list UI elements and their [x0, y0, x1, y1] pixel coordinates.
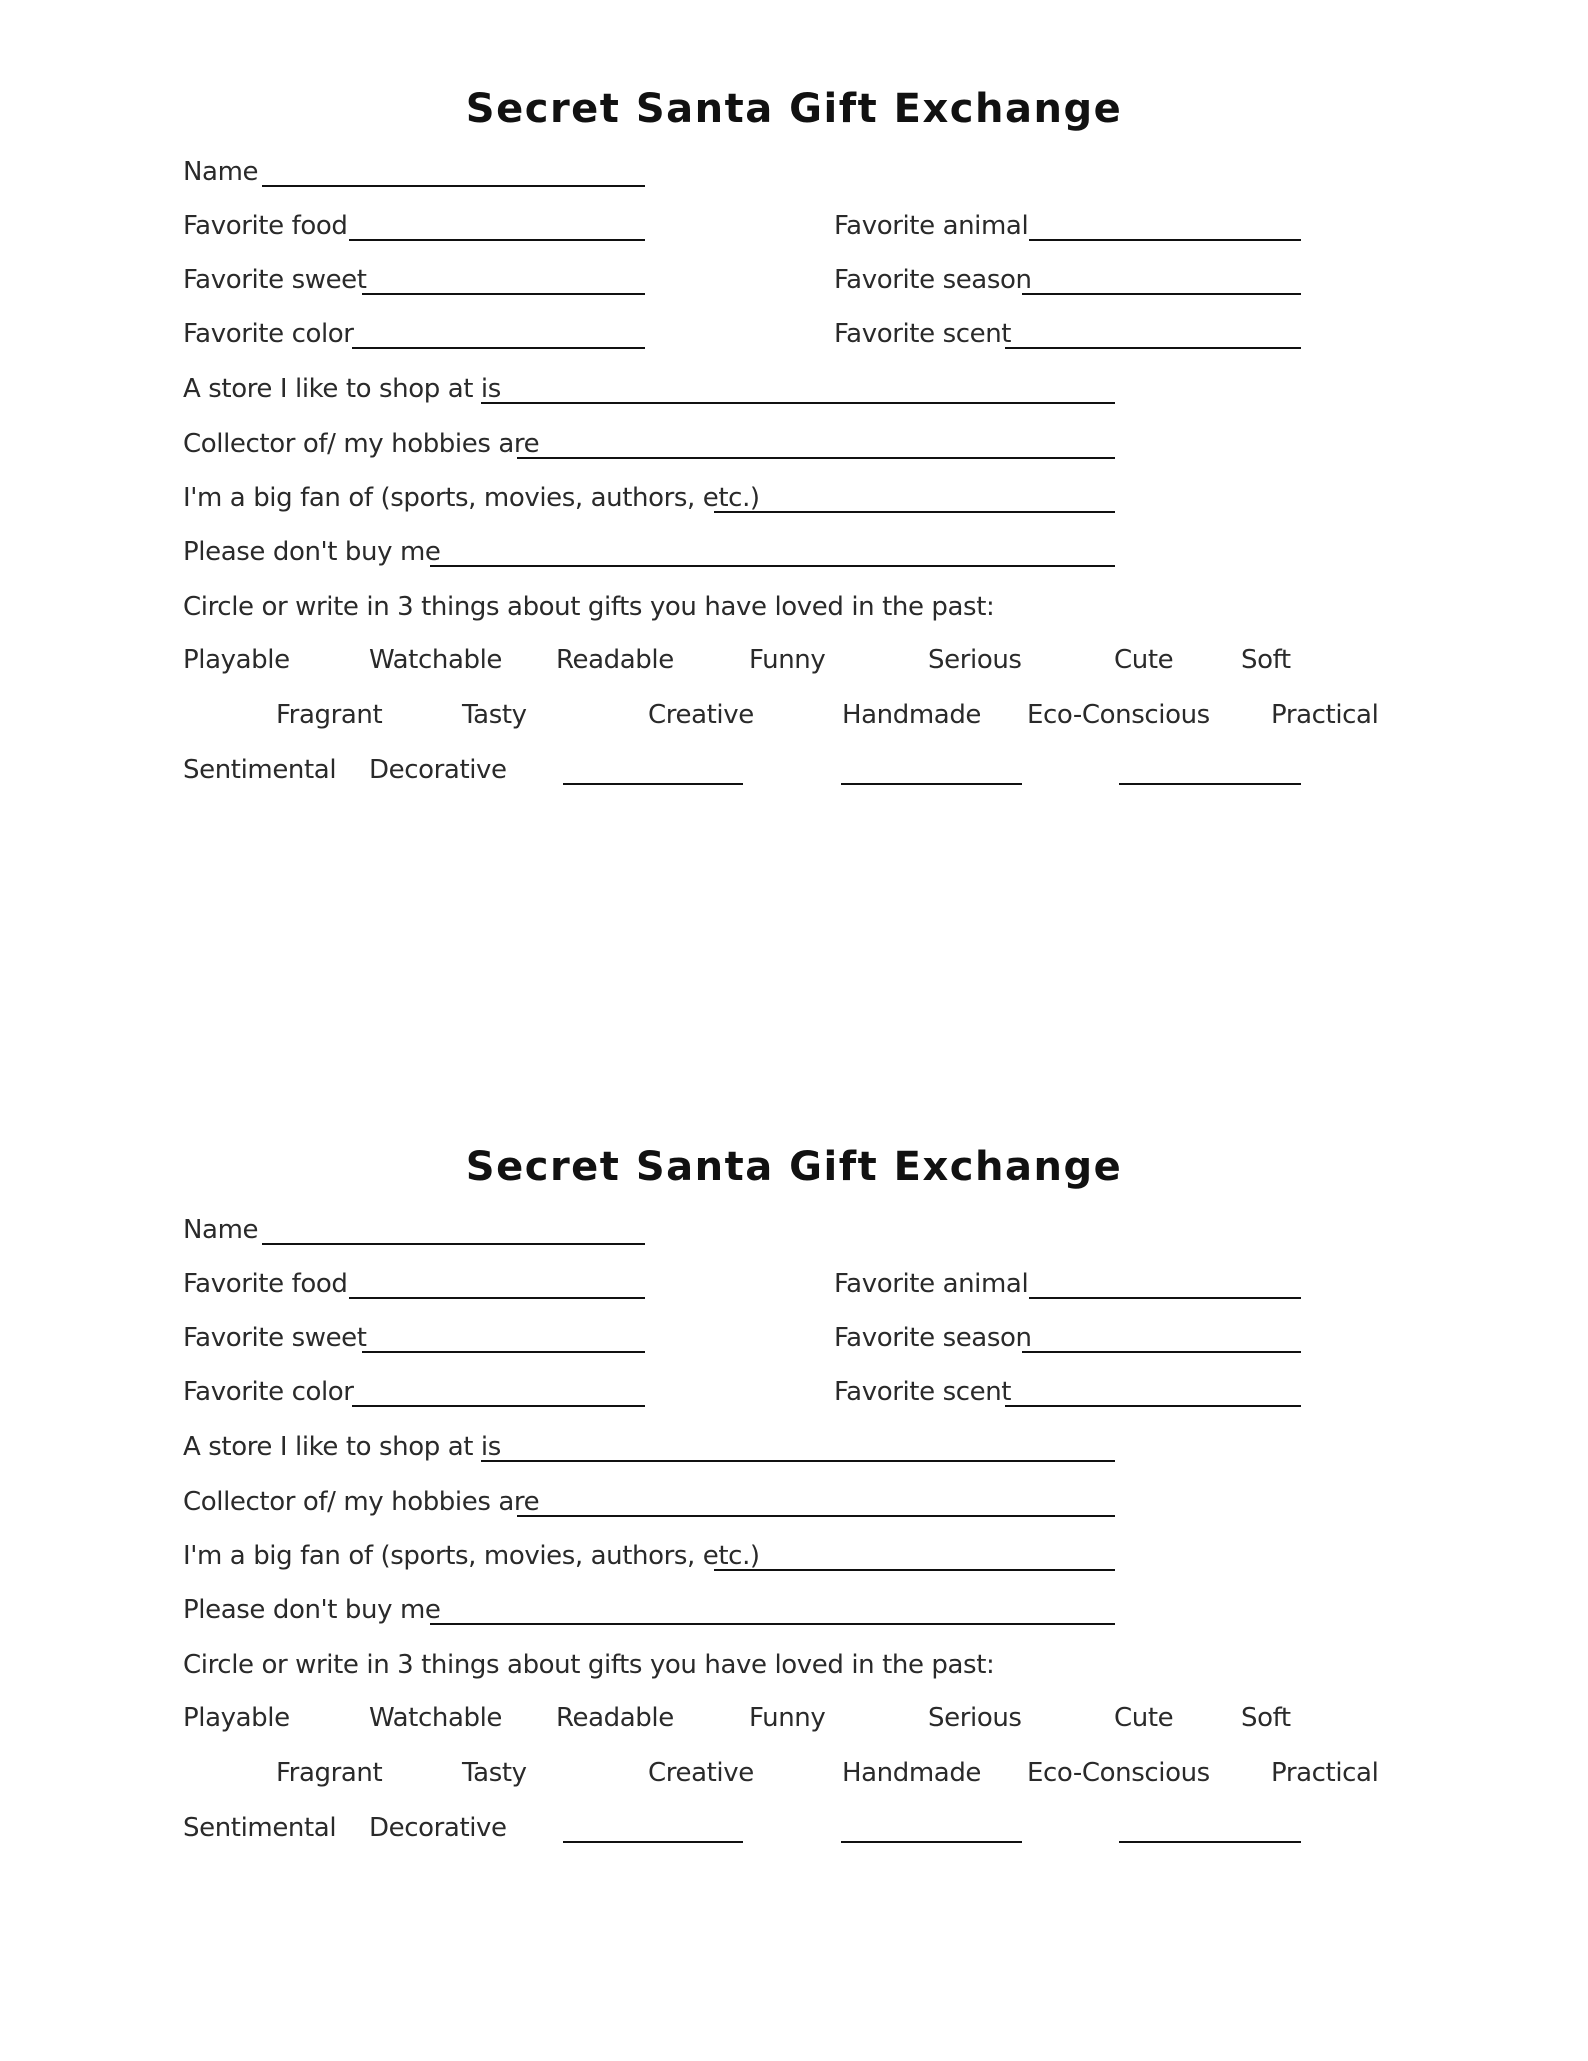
- store-line[interactable]: [481, 1460, 1115, 1462]
- gift-exchange-form-2: [0, 1058, 1588, 1958]
- option-fragrant[interactable]: Fragrant: [276, 700, 383, 730]
- option-tasty[interactable]: Tasty: [462, 700, 527, 730]
- fan-of-line[interactable]: [714, 1569, 1115, 1571]
- option-readable[interactable]: Readable: [556, 645, 674, 675]
- option-fragrant[interactable]: Fragrant: [276, 1758, 383, 1788]
- option-readable[interactable]: Readable: [556, 1703, 674, 1733]
- form-title: Secret Santa Gift Exchange: [465, 86, 1123, 132]
- favorite-scent-line[interactable]: [1005, 347, 1301, 349]
- favorite-scent-label: Favorite scent: [834, 319, 1012, 349]
- store-line[interactable]: [481, 402, 1115, 404]
- favorite-color-label: Favorite color: [183, 1377, 354, 1407]
- option-practical[interactable]: Practical: [1271, 700, 1379, 730]
- write-in-line-3[interactable]: [1119, 783, 1301, 785]
- favorite-season-label: Favorite season: [834, 1323, 1032, 1353]
- fan-of-label: I'm a big fan of (sports, movies, authors, etc.): [183, 483, 760, 513]
- name-line[interactable]: [262, 1243, 645, 1245]
- favorite-sweet-line[interactable]: [362, 1351, 645, 1353]
- favorite-animal-label: Favorite animal: [834, 1269, 1029, 1299]
- circle-prompt: Circle or write in 3 things about gifts you have loved in the past:: [183, 1650, 995, 1680]
- option-playable[interactable]: Playable: [183, 645, 290, 675]
- favorite-sweet-label: Favorite sweet: [183, 1323, 367, 1353]
- option-tasty[interactable]: Tasty: [462, 1758, 527, 1788]
- favorite-food-label: Favorite food: [183, 211, 348, 241]
- favorite-color-line[interactable]: [352, 347, 645, 349]
- option-sentimental[interactable]: Sentimental: [183, 755, 337, 785]
- write-in-line-2[interactable]: [841, 783, 1022, 785]
- store-label: A store I like to shop at is: [183, 374, 501, 404]
- option-soft[interactable]: Soft: [1241, 645, 1291, 675]
- hobbies-line[interactable]: [517, 1515, 1115, 1517]
- favorite-animal-line[interactable]: [1029, 1297, 1301, 1299]
- option-cute[interactable]: Cute: [1114, 645, 1174, 675]
- name-line[interactable]: [262, 185, 645, 187]
- name-label: Name: [183, 1215, 259, 1245]
- favorite-food-line[interactable]: [349, 239, 645, 241]
- favorite-food-label: Favorite food: [183, 1269, 348, 1299]
- write-in-line-1[interactable]: [563, 783, 743, 785]
- favorite-color-label: Favorite color: [183, 319, 354, 349]
- write-in-line-2[interactable]: [841, 1841, 1022, 1843]
- option-playable[interactable]: Playable: [183, 1703, 290, 1733]
- gift-exchange-form-1: [0, 0, 1588, 900]
- fan-of-label: I'm a big fan of (sports, movies, authors, etc.): [183, 1541, 760, 1571]
- name-label: Name: [183, 157, 259, 187]
- option-eco-conscious[interactable]: Eco-Conscious: [1027, 1758, 1210, 1788]
- option-watchable[interactable]: Watchable: [369, 645, 503, 675]
- option-sentimental[interactable]: Sentimental: [183, 1813, 337, 1843]
- option-decorative[interactable]: Decorative: [369, 1813, 507, 1843]
- favorite-food-line[interactable]: [349, 1297, 645, 1299]
- favorite-season-line[interactable]: [1022, 1351, 1301, 1353]
- favorite-animal-label: Favorite animal: [834, 211, 1029, 241]
- favorite-sweet-label: Favorite sweet: [183, 265, 367, 295]
- option-serious[interactable]: Serious: [928, 645, 1022, 675]
- favorite-color-line[interactable]: [352, 1405, 645, 1407]
- favorite-sweet-line[interactable]: [362, 293, 645, 295]
- hobbies-label: Collector of/ my hobbies are: [183, 1487, 540, 1517]
- dont-buy-line[interactable]: [430, 1623, 1115, 1625]
- hobbies-line[interactable]: [517, 457, 1115, 459]
- option-handmade[interactable]: Handmade: [842, 700, 982, 730]
- option-serious[interactable]: Serious: [928, 1703, 1022, 1733]
- hobbies-label: Collector of/ my hobbies are: [183, 429, 540, 459]
- fan-of-line[interactable]: [714, 511, 1115, 513]
- option-creative[interactable]: Creative: [648, 700, 754, 730]
- option-watchable[interactable]: Watchable: [369, 1703, 503, 1733]
- store-label: A store I like to shop at is: [183, 1432, 501, 1462]
- form-title: Secret Santa Gift Exchange: [465, 1144, 1123, 1190]
- option-practical[interactable]: Practical: [1271, 1758, 1379, 1788]
- dont-buy-label: Please don't buy me: [183, 1595, 441, 1625]
- option-eco-conscious[interactable]: Eco-Conscious: [1027, 700, 1210, 730]
- favorite-scent-label: Favorite scent: [834, 1377, 1012, 1407]
- circle-prompt: Circle or write in 3 things about gifts you have loved in the past:: [183, 592, 995, 622]
- write-in-line-3[interactable]: [1119, 1841, 1301, 1843]
- option-decorative[interactable]: Decorative: [369, 755, 507, 785]
- dont-buy-label: Please don't buy me: [183, 537, 441, 567]
- favorite-animal-line[interactable]: [1029, 239, 1301, 241]
- favorite-season-label: Favorite season: [834, 265, 1032, 295]
- favorite-scent-line[interactable]: [1005, 1405, 1301, 1407]
- option-funny[interactable]: Funny: [749, 1703, 826, 1733]
- option-funny[interactable]: Funny: [749, 645, 826, 675]
- dont-buy-line[interactable]: [430, 565, 1115, 567]
- option-cute[interactable]: Cute: [1114, 1703, 1174, 1733]
- option-creative[interactable]: Creative: [648, 1758, 754, 1788]
- option-soft[interactable]: Soft: [1241, 1703, 1291, 1733]
- favorite-season-line[interactable]: [1022, 293, 1301, 295]
- write-in-line-1[interactable]: [563, 1841, 743, 1843]
- option-handmade[interactable]: Handmade: [842, 1758, 982, 1788]
